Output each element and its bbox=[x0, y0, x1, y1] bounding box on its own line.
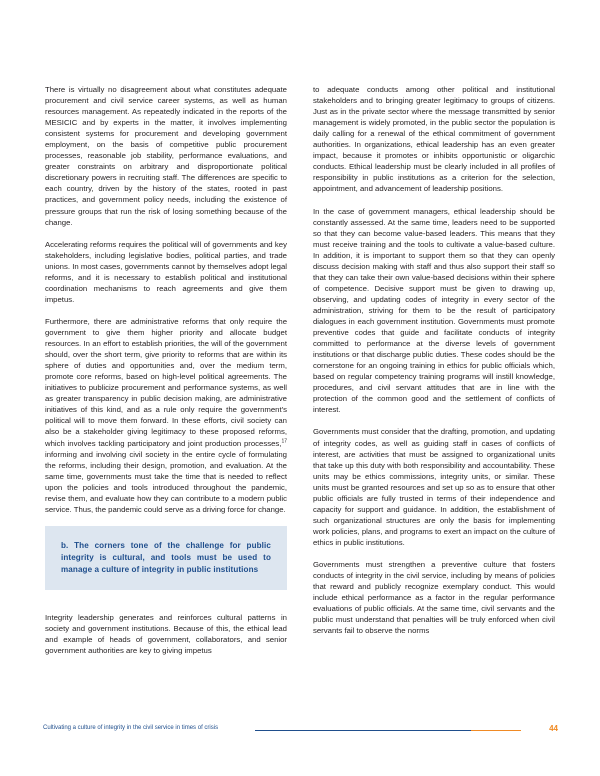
footer-divider-accent bbox=[471, 730, 521, 731]
paragraph: Governments must consider that the drafting, promotion, and updating of integrity codes, as well as guiding staff in cases of conflicts of interest, are activities that must be assigned to organizational units that take up this duty with both responsibility and accountability. These units may be ethics commissions, integrity units, or similar. These units must be granted resources and set up so as to ensure that other public officials are fully trusted in terms of their independence and capacity for support and guidance. In addition, the establishment of such organizational structures are only the basis for implementing work policies, plans, and programs to exert an impact on the culture of ethics in public institutions. bbox=[313, 427, 555, 547]
footer-title: Cultivating a culture of integrity in the civil service in times of crisis bbox=[43, 725, 219, 731]
paragraph-text: informing and involving civil society in the entire cycle of formulating the reforms, including their design, promotion, and evaluation. At the same time, governments must take the time that is needed to reflect upon the policies and tools introduced throughout the pandemic, revise them, and evaluate how they can contribute to a modern public service. Thus, the pandemic could serve as a driving force for change. bbox=[45, 449, 287, 514]
paragraph: to adequate conducts among other political and institutional stakeholders and to bringing greater legitimacy to groups of citizens. Just as in the private sector where the message transmitted by senior management is widely promoted, in the public sector the population is daily calling for a renewal of the ethical commitment of government authorities. In organizations, ethical leadership has an even greater impact, because it promotes or inhibits opportunistic or oligarchic conducts. Ethical leadership must be clearly included in all profiles of responsibility in public institutions as a criterion for the selection, appointment, and advancement of leadership positions. bbox=[313, 85, 555, 194]
paragraph: Accelerating reforms requires the political will of governments and key stakeholders, including legislative bodies, political parties, and trade unions. In most cases, governments cannot by themselves adopt legal reforms, and it is necessary to establish political and institutional coordination mechanisms to reach agreements and give them impetus. bbox=[45, 239, 287, 304]
page-number: 44 bbox=[549, 724, 558, 733]
paragraph-text: Furthermore, there are administrative reforms that only require the government to give them higher priority and allocate budget resources. In an effort to establish priorities, the will of the government should, over the short term, give priority to reforms that are within its sphere of duties and opportunities and, over the medium term, promote core reforms, based on high-level political agreements. The initiatives to publicize procurement and performance systems, as well as greater transparency in public decision making, are administrative initiatives of this kind, and as a rule only require the government's political will to move them forward. In these efforts, civil society can also be a stakeholder giving legitimacy to these proposed reforms, which involves tackling participatory and joint production processes, bbox=[45, 316, 287, 448]
paragraph: There is virtually no disagreement about what constitutes adequate procurement and civil service career systems, as well as human resources management. As repeatedly indicated in the reports of the MESICIC and by experts in the matter, it involves implementing consistent systems for procurement and developing government employment, on the basis of competitive public procurement processes, reasonable job stability, performance evaluations, and greater constraints on arbitrary and disproportionate political discretionary powers in recruiting staff. The differences are specific to each country, driven by the history of the states, rooted in past practices, and government policy needs, including the existence of pressure groups that run the risk of losing something because of the change. bbox=[45, 85, 287, 227]
paragraph bbox=[45, 316, 287, 515]
page-footer bbox=[43, 724, 558, 736]
right-column bbox=[313, 84, 555, 647]
left-column bbox=[45, 84, 287, 667]
paragraph: In the case of government managers, ethical leadership should be constantly assessed. At the same time, leaders need to be supported so that they can become value-based leaders. This means that they must receive training and the tools to cultivate a value-based culture. In addition, it is important to support them so that they can openly discuss decision making with staff and thus also support their staff so that they can take their own value-based decisions within their sphere of competence. Decisive support must be given to drawing up, observing, and updating codes of integrity in every sector of the administration, striving for them to be the result of participatory dialogues in each government institution. Governments must promote preventive codes that guide and facilitate conducts of integrity committed to performance at the diverse levels of government institutions or that discharge public duties. These codes should be the cornerstone for an ongoing training in ethics for public officials which, based on regular competency training programs will instill knowledge, procedures, and civil servant attitudes that are in line with the protection of the common good and the settlement of conflicts of interest. bbox=[313, 206, 555, 415]
footnote-ref[interactable]: 17 bbox=[281, 437, 287, 444]
section-heading-callout bbox=[45, 526, 287, 590]
paragraph: Governments must strengthen a preventive culture that fosters conducts of integrity in the civil service, including by means of policies that reward and publicly recognize exemplary conduct. This would include ethical performance as a factor in the regular performance evaluations of public officials. At the same time, civil servants and the public must understand that penalties will be truly enforced when civil servants fail to observe the norms bbox=[313, 560, 555, 636]
paragraph: Integrity leadership generates and reinforces cultural patterns in society and government institutions. Because of this, the ethical lead and example of heads of government, collaborators, and senior government authorities are key to giving impetus bbox=[45, 612, 287, 656]
section-heading: b. The corners tone of the challenge for public integrity is cultural, and tools must be used to manage a culture of integrity in public institutions bbox=[61, 540, 271, 574]
